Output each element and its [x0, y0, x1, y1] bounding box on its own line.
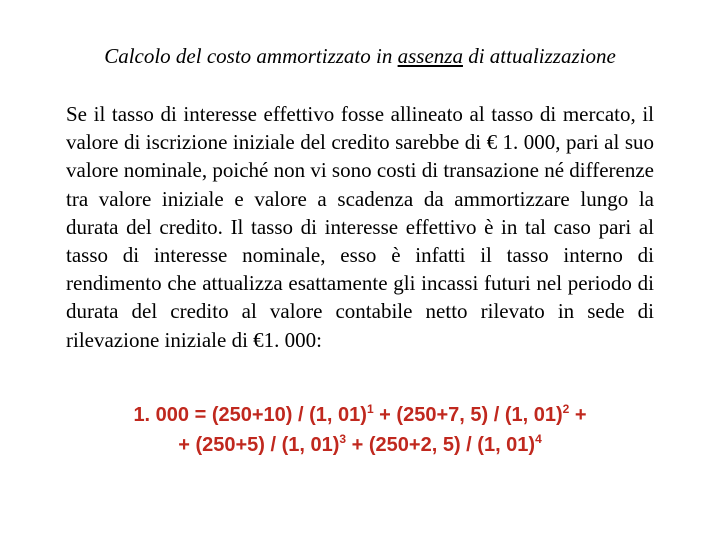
- title-text-part1: Calcolo del costo ammortizzato in: [104, 44, 398, 68]
- formula-1-segment-a: 1. 000 = (250+10) / (1, 01): [133, 404, 367, 426]
- formula-line-1: [66, 402, 654, 427]
- formula-1-segment-c: +: [569, 404, 587, 426]
- title-text-part2: di attualizzazione: [462, 44, 616, 68]
- title-underlined-word: assenza: [397, 44, 463, 68]
- exponent-2: 2: [562, 402, 570, 416]
- formula-2-segment-b: + (250+2, 5) / (1, 01): [346, 434, 536, 456]
- formula-1-segment-b: + (250+7, 5) / (1, 01): [373, 404, 563, 426]
- formula-2-segment-a: + (250+5) / (1, 01): [178, 434, 340, 456]
- exponent-3: 3: [339, 432, 347, 446]
- body-paragraph: Se il tasso di interesse effettivo fosse allineato al tasso di mercato, il valore di iscrizione iniziale del credito sarebbe di € 1. 000, pari al suo valore nominale, poiché non vi sono costi di transazione né differenze tra valore iniziale e valore a scadenza da ammortizzare lungo la durata del credito. Il tasso di interesse effettivo è in tal caso pari al tasso di interesse nominale, esso è infatti il tasso interno di rendimento che attualizza esattamente gli incassi futuri nel periodo di durata del credito al valore contabile netto rilevato in sede di rilevazione iniziale di €1. 000:: [66, 102, 654, 352]
- formula-line-2: [66, 432, 654, 457]
- exponent-4: 4: [535, 432, 542, 446]
- exponent-1: 1: [366, 402, 374, 416]
- slide-title: [90, 42, 630, 70]
